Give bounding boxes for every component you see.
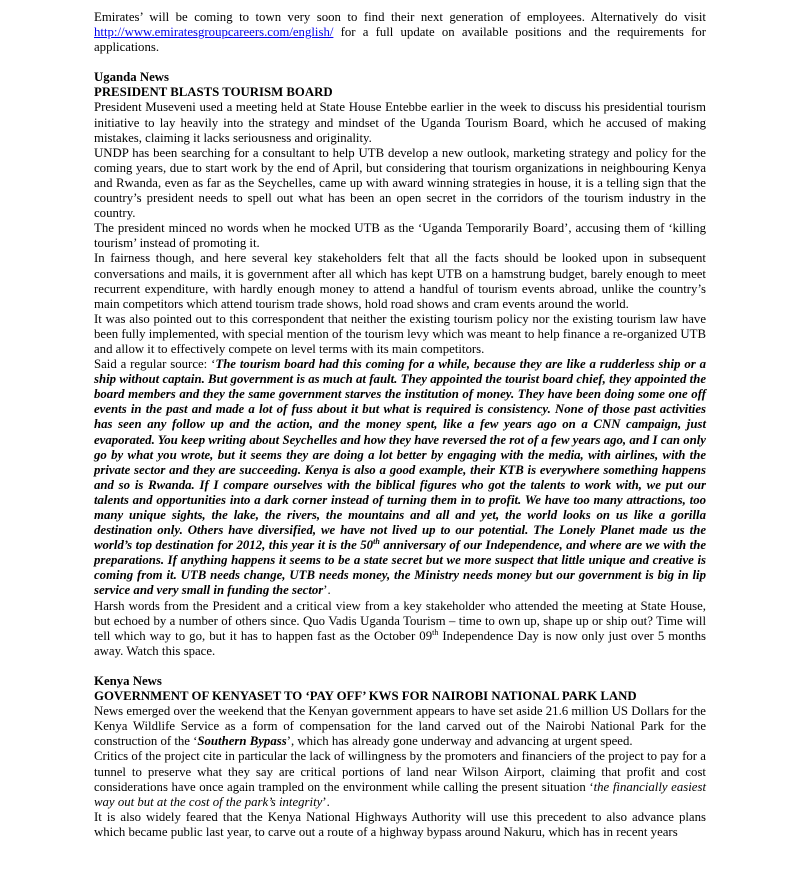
quote-text-1: The tourism board had this coming for a while, because they are like a rudderless ship or a ship without captain. But government is as much at fault. They appointed the tourist board chief, they appointed the board members and they the same government starves the institution of money. They have been doing some one off events in the past and made a lot of fuss about it but what is required is consistency. None of those past activities has seen any follow up and the action, and the money spent, like a few years ago on a CNN campaign, just evaporated. You keep writing about Seychelles and how they have reversed the rot of a few years ago, and I can only go by what you wrote, but it seems they are doing a lot better by engaging with the media, with airlines, with the private sector and they are succeeding. Kenya is also a good example, their KTB is everywhere something happens and so is Rwanda. If I compare ourselves with the biblical figures who got the talents to work with, we put our talents and opportunities into a dark corner instead of turning them in to profit. We have too many attractions, too many unique sights, the lake, the rivers, the mountains and all and yet, the world looks on us like a gorilla destination only. Others have diversified, we have not lived up to our potential. The Lonely Planet made us the world’s top destination for 2012, this year it is the 50 [94,357,706,553]
quote-text-2: anniversary of our Independence, and where are we with the preparations. If anything happens it seems to be a state secret but we more suspect that little unique and creative is coming from it. UTB needs change, UTB needs money, the Ministry needs money but our government is big in lip service and very small in funding the sector [94,538,706,598]
uganda-paragraph-5: It was also pointed out to this correspondent that neither the existing tourism policy nor the existing tourism law have been fully implemented, with special mention of the tourism levy which was meant to help finance a re-organized UTB and allow it to effectively compete on level terms with its main competitors. [94,311,706,356]
quote-close: ’. [323,583,331,598]
kenya-headline: GOVERNMENT OF KENYASET TO ‘PAY OFF’ KWS FOR NAIROBI NATIONAL PARK LAND [94,689,637,704]
section-gap [94,659,706,674]
kenya-p2-text-1: Critics of the project cite in particular the lack of willingness by the promoters and financiers of the project to pay for a tunnel to preserve what they say are critical portions of land near Wilson Airport, claiming that profit and cost considerations have once again trampled on the environment while calling the present situation ‘ [94,749,706,794]
quote-lead: Said a regular source: ‘ [94,357,216,372]
kenya-p2-text-2: ’. [322,794,330,809]
uganda-paragraph-2: UNDP has been searching for a consultant to help UTB develop a new outlook, marketing strategy and policy for the coming years, due to start work by the end of April, but considering that tourism organizations in neighbouring Kenya and Rwanda, even as far as the Seychelles, came up with award winning strategies in house, it is a telling sign that the country’s president needs to spell out what has been an open secret in the corridors of the tourism industry in the country. [94,145,706,221]
uganda-paragraph-1: President Museveni used a meeting held at State House Entebbe earlier in the week to discuss his presidential tourism initiative to lay heavily into the strategy and mindset of the Uganda Tourism Board, which he accused of making mistakes, claiming it lacks seriousness and originality. [94,100,706,145]
kenya-p1-text-1: News emerged over the weekend that the Kenyan government appears to have set aside 21.6 million US Dollars for the Kenya Wildlife Service as a form of compensation for the land carved out of the Nairobi National Park for the construction of the ‘ [94,704,706,749]
quote-ordinal-suffix: th [373,537,380,547]
uganda-section-label: Uganda News [94,70,170,85]
intro-text: Emirates’ will be coming to town very soon to find their next generation of employees. Alternatively do visit [94,10,706,24]
kenya-paragraph-3: It is also widely feared that the Kenya National Highways Authority will use this precedent to also advance plans which became public last year, to carve out a route of a highway bypass around Nakuru, which has in recent years [94,809,706,839]
kenya-p2-quote: the financially easiest way out but at the cost of the park’s integrity [94,779,706,809]
uganda-paragraph-7 [94,599,706,659]
intro-text-end: for a full update on available positions and the requirements for applications. [94,25,706,55]
uganda-paragraph-4: In fairness though, and here several key stakeholders felt that all the facts should be looked upon in subsequent conversations and mails, it is government after all which has kept UTB on a hamstrung budget, barely enough to meet recurrent expenditure, with hardly enough money to attend a handful of tourism events abroad, unlike the country’s main competitors which attend tourism trade shows, hold road shows and cram events around the world. [94,251,706,311]
p7-ordinal-suffix: th [432,627,439,637]
uganda-headline: PRESIDENT BLASTS TOURISM BOARD [94,85,333,100]
uganda-quote-paragraph [94,357,706,599]
p7-text-2: Independence Day is now only just over 5 months away. Watch this space. [94,628,706,658]
kenya-paragraph-2 [94,749,706,809]
uganda-paragraph-3: The president minced no words when he mocked UTB as the ‘Uganda Temporarily Board’, accusing them of ‘killing tourism’ instead of promoting it. [94,221,706,251]
kenya-section-label: Kenya News [94,673,162,688]
p7-text-1: Harsh words from the President and a critical view from a key stakeholder who attended the meeting at State House, but echoed by a number of others since. Quo Vadis Uganda Tourism – time to own up, shape up or ship out? Time will tell which way to go, but it has to happen fast as the October 09 [94,598,706,643]
careers-link[interactable]: http://www.emiratesgroupcareers.com/english/ [94,25,334,40]
intro-paragraph [94,10,706,55]
kenya-paragraph-1 [94,704,706,749]
section-gap [94,55,706,70]
kenya-p1-text-2: ’, which has already gone underway and advancing at urgent speed. [286,734,633,749]
southern-bypass-term: Southern Bypass [197,734,287,749]
